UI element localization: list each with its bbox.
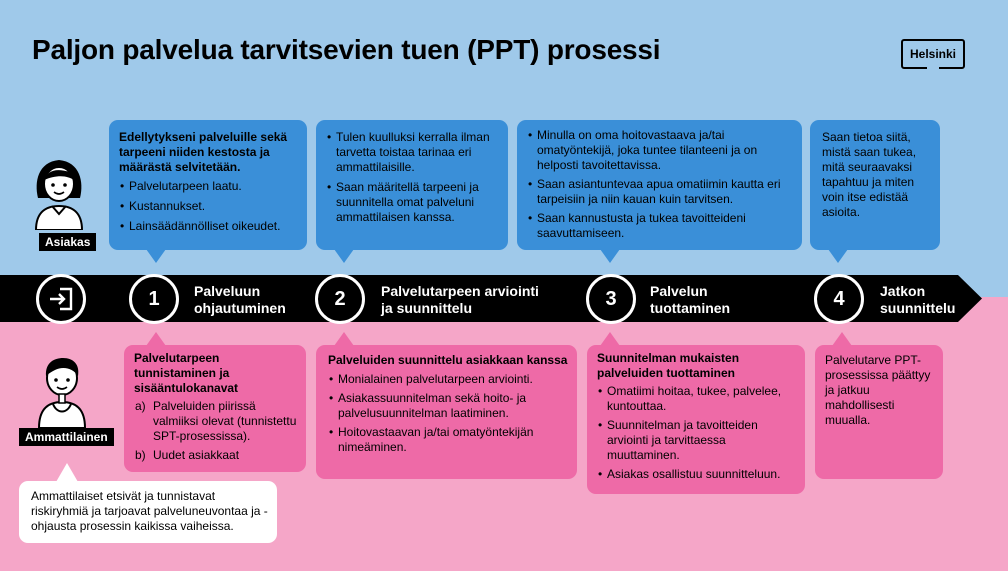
bubble-pointer [146, 249, 166, 263]
list-item: • Palvelutarpeen laatu. [119, 179, 297, 194]
professional-bubble-4 [815, 345, 943, 479]
bubble-pointer [334, 332, 354, 346]
list-item-text: Palveluiden piirissä valmiiksi olevat (tunnistettu SPT-prosessissa). [153, 399, 297, 443]
step-label-line: ohjautuminen [194, 300, 286, 316]
list-marker: b) [135, 448, 146, 462]
list-item: • Tulen kuulluksi kerralla ilman tarvetta toistaa tarinaa eri ammattilaisille. [326, 130, 500, 175]
step-label-line: tuottaminen [650, 300, 731, 316]
step-label-1 [194, 283, 286, 317]
step-label-line: Palvelun [650, 283, 708, 299]
list-item [134, 448, 298, 463]
page-title: Paljon palvelua tarvitsevien tuen (PPT) prosessi [32, 34, 661, 65]
bubble-pointer [832, 332, 852, 346]
list-item: • Minulla on oma hoitovastaava ja/tai omatyöntekijä, joka tuntee tilanteeni ja on helposti tavoitettavissa. [527, 128, 794, 173]
customer-bubble-4 [810, 120, 940, 250]
login-icon [48, 286, 74, 312]
step-label-line: ja suunnittelu [381, 300, 472, 316]
step-label-3 [650, 283, 730, 317]
list-item: • Hoitovastaavan ja/tai omatyöntekijän nimeäminen. [328, 425, 569, 455]
bubble-pointer [600, 249, 620, 263]
professional-bubble-heading: Palvelutarpeen tunnistaminen ja sisääntulokanavat [134, 351, 239, 395]
list-item: • Lainsäädännölliset oikeudet. [119, 219, 297, 234]
bubble-pointer [146, 332, 166, 346]
customer-bubble-text: Saan tietoa siitä, mistä saan tukea, mitä seuraavaksi tapahtuu ja miten voin itse edistää asioita. [822, 130, 917, 219]
step-label-line: Palvelutarpeen arviointi [381, 283, 539, 299]
customer-bubble-2 [316, 120, 508, 250]
customer-avatar-icon [30, 152, 88, 230]
professional-note [19, 481, 277, 543]
professional-bubble-heading: Palveluiden suunnittelu asiakkaan kanssa [328, 353, 568, 367]
professional-label: Ammattilainen [19, 428, 114, 446]
professional-bubble-2 [316, 345, 577, 479]
customer-bubble-heading: Edellytykseni palveluille sekä tarpeeni niiden kestosta ja määrästä selvitetään. [119, 130, 288, 174]
customer-bubble-1 [109, 120, 307, 250]
step-label-line: Palveluun [194, 283, 261, 299]
step-label-4 [880, 283, 955, 317]
entry-step-icon [36, 274, 86, 324]
professional-avatar-icon [33, 352, 91, 428]
bubble-pointer [56, 463, 78, 482]
list-item: • Saan kannustusta ja tukea tavoitteideni saavuttamiseen. [527, 211, 794, 241]
list-item: • Monialainen palvelutarpeen arviointi. [328, 372, 569, 387]
professional-note-text: Ammattilaiset etsivät ja tunnistavat riskiryhmiä ja tarjoavat palveluneuvontaa ja -ohjausta prosessin kaikissa vaiheissa. [31, 489, 268, 533]
list-item: • Omatiimi hoitaa, tukee, palvelee, kuntouttaa. [597, 384, 797, 414]
step-number-4: 4 [814, 274, 864, 324]
step-number-1: 1 [129, 274, 179, 324]
professional-bubble-1 [124, 345, 306, 472]
bubble-pointer [334, 249, 354, 263]
customer-label: Asiakas [39, 233, 96, 251]
step-number-3: 3 [586, 274, 636, 324]
step-label-line: suunnittelu [880, 300, 956, 316]
list-item: • Kustannukset. [119, 199, 297, 214]
list-item [134, 399, 298, 444]
step-number-2: 2 [315, 274, 365, 324]
professional-bubble-text: Palvelutarve PPT-prosessissa päättyy ja jatkuu mahdollisesti muualla. [825, 353, 931, 427]
step-label-2 [381, 283, 539, 317]
helsinki-logo: Helsinki [901, 39, 965, 69]
bubble-pointer [600, 332, 620, 346]
customer-bubble-3 [517, 120, 802, 250]
professional-bubble-3 [587, 345, 805, 494]
bubble-pointer [828, 249, 848, 263]
step-label-line: Jatkon [880, 283, 926, 299]
list-item-text: Uudet asiakkaat [153, 448, 240, 462]
list-item: • Suunnitelman ja tavoitteiden arviointi ja tarvittaessa muuttaminen. [597, 418, 797, 463]
professional-bubble-heading: Suunnitelman mukaisten palveluiden tuottaminen [597, 351, 740, 380]
list-item: • Asiakassuunnitelman sekä hoito- ja palvelusuunnitelman laatiminen. [328, 391, 569, 421]
list-item: • Asiakas osallistuu suunnitteluun. [597, 467, 797, 482]
list-item: • Saan asiantuntevaa apua omatiimin kautta eri tarpeisiin ja niin kauan kuin tarvitsen. [527, 177, 794, 207]
list-item: • Saan määritellä tarpeeni ja suunnitella omat palveluni ammattilaisen kanssa. [326, 180, 500, 225]
list-marker: a) [135, 399, 146, 413]
